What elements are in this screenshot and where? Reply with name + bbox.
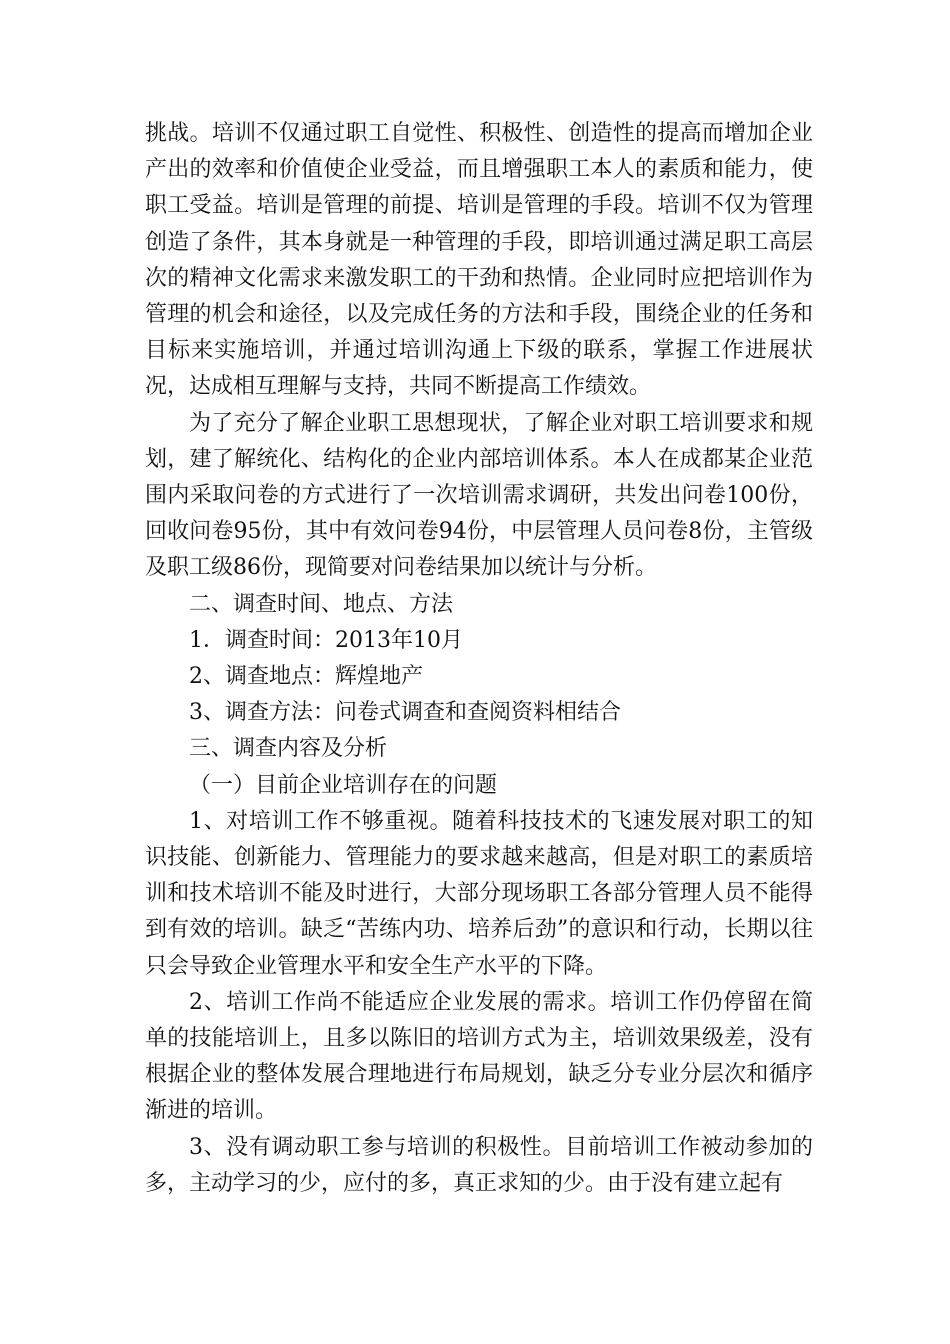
document-page — [145, 116, 813, 1202]
list-item-survey-time: 1．调查时间：2013年10月 — [189, 627, 463, 653]
section-heading-time-place-method: 二、调查时间、地点、方法 — [189, 591, 454, 617]
list-item-survey-place: 2、调查地点：辉煌地产 — [189, 664, 423, 690]
paragraph-survey-intro: 为了充分了解企业职工思想现状，了解企业对职工培训要求和规划，建了解统化、结构化的企业内部培训体系。本人在成都某企业范围内采取问卷的方式进行了一次培训需求调研，共发出问卷100份，回收问卷95份，其中有效问卷94份，中层管理人员问卷8份，主管级及职工级86份，现简要对问卷结果加以统计与分析。 — [145, 410, 813, 581]
list-item-survey-method: 3、调查方法：问卷式调查和查阅资料相结合 — [189, 700, 621, 726]
paragraph-problem-1: 1、对培训工作不够重视。随着科技技术的飞速发展对职工的知识技能、创新能力、管理能力的要求越来越高，但是对职工的素质培训和技术培训不能及时进行，大部分现场职工各部分管理人员不能得到有效的培训。缺乏“苦练内功、培养后劲”的意识和行动，长期以往只会导致企业管理水平和安全生产水平的下降。 — [145, 808, 813, 979]
paragraph-problem-3: 3、没有调动职工参与培训的积极性。目前培训工作被动参加的多，主动学习的少，应付的多，真正求知的少。由于没有建立起有 — [145, 1134, 813, 1196]
section-heading-content-analysis: 三、调查内容及分析 — [189, 736, 388, 762]
paragraph-continuation: 挑战。培训不仅通过职工自觉性、积极性、创造性的提高而增加企业产出的效率和价值使企业受益，而且增强职工本人的素质和能力，使职工受益。培训是管理的前提、培训是管理的手段。培训不仅为管理创造了条件，其本身就是一种管理的手段，即培训通过满足职工高层次的精神文化需求来激发职工的干劲和热情。企业同时应把培训作为管理的机会和途径，以及完成任务的方法和手段，围绕企业的任务和目标来实施培训，并通过培训沟通上下级的联系，掌握工作进展状况，达成相互理解与支持，共同不断提高工作绩效。 — [145, 121, 813, 400]
paragraph-problem-2: 2、培训工作尚不能适应企业发展的需求。培训工作仍停留在简单的技能培训上，且多以陈旧的培训方式为主，培训效果级差，没有根据企业的整体发展合理地进行布局规划，缺乏分专业分层次和循序渐进的培训。 — [145, 989, 813, 1124]
subsection-heading-problems: （一）目前企业培训存在的问题 — [189, 772, 498, 798]
